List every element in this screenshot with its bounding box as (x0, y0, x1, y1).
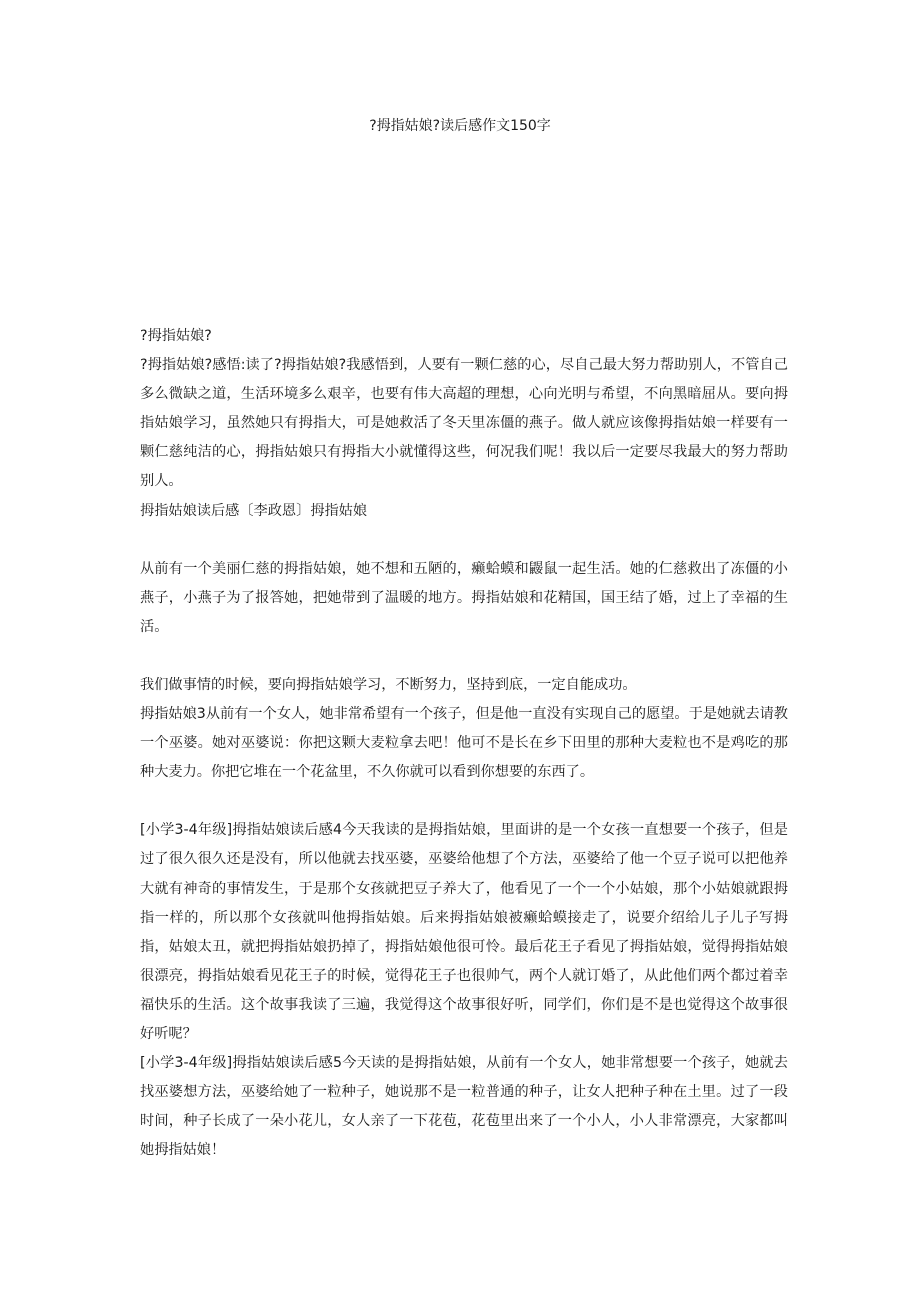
paragraph: ?拇指姑娘?感悟:读了?拇指姑娘?我感悟到，人要有一颗仁慈的心，尽自己最大努力帮助别人，不管自己多么微缺之道，生活环境多么艰辛，也要有伟大高超的理想，心向光明与希望，不向黑暗屈从。要向拇指姑娘学习，虽然她只有拇指大，可是她救活了冬天里冻僵的燕子。做人就应该像拇指姑娘一样要有一颗仁慈纯洁的心，拇指姑娘只有拇指大小就懂得这些，何况我们呢！我以后一定要尽我最大的努力帮助别人。 (140, 357, 788, 490)
paragraph: 我们做事情的时候，要向拇指姑娘学习，不断努力，坚持到底，一定自能成功。 (140, 676, 637, 693)
paragraph: [小学3-4年级]拇指姑娘读后感4今天我读的是拇指姑娘，里面讲的是一个女孩一直想要一个孩子，但是过了很久很久还是没有，所以他就去找巫婆，巫婆给他想了个方法，巫婆给了他一个豆子说可以把他养大就有神奇的事情发生，于是那个女孩就把豆子养大了，他看见了一个一个小姑娘，那个小姑娘就跟拇指一样的，所以那个女孩就叫他拇指姑娘。后来拇指姑娘被癞蛤蟆接走了，说要介绍给儿子儿子写拇指，姑娘太丑，就把拇指姑娘扔掉了，拇指姑娘他很可怜。最后花王子看见了拇指姑娘，觉得拇指姑娘很漂亮，拇指姑娘看见花王子的时候，觉得花王子也很帅气，两个人就订婚了，从此他们两个都过着幸福快乐的生活。这个故事我读了三遍，我觉得这个故事很好听，同学们，你们是不是也觉得这个故事很好听呢？ (140, 822, 788, 1042)
paragraph-gap (140, 526, 788, 555)
document-body (140, 322, 788, 1165)
paragraph: [小学3-4年级]拇指姑娘读后感5今天读的是拇指姑娘，从前有一个女人，她非常想要一个孩子，她就去找巫婆想方法，巫婆给她了一粒种子，她说那不是一粒普通的种子，让女人把种子种在土里。过了一段时间，种子长成了一朵小花儿，女人亲了一下花苞，花苞里出来了一个小人，小人非常漂亮，大家都叫她拇指姑娘！ (140, 1055, 788, 1159)
paragraph: 从前有一个美丽仁慈的拇指姑娘，她不想和五陋的，癞蛤蟆和鼹鼠一起生活。她的仁慈救出了冻僵的小燕子，小燕子为了报答她，把她带到了温暖的地方。拇指姑娘和花精国，国王结了婚，过上了幸福的生活。 (140, 560, 788, 635)
section-heading: ?拇指姑娘? (140, 328, 212, 344)
paragraph-gap (140, 787, 788, 816)
section-heading: 拇指姑娘读后感〔李政恩〕拇指姑娘 (140, 502, 368, 519)
paragraph-gap (140, 642, 788, 671)
paragraph: 拇指姑娘3从前有一个女人，她非常希望有一个孩子，但是他一直没有实现自己的愿望。于是她就去请教一个巫婆。她对巫婆说：你把这颗大麦粒拿去吧！他可不是长在乡下田里的那种大麦粒也不是鸡吃的那种大麦力。你把它堆在一个花盆里，不久你就可以看到你想要的东西了。 (140, 706, 788, 781)
page-title: ?拇指姑娘?读后感作文150字 (369, 118, 551, 134)
